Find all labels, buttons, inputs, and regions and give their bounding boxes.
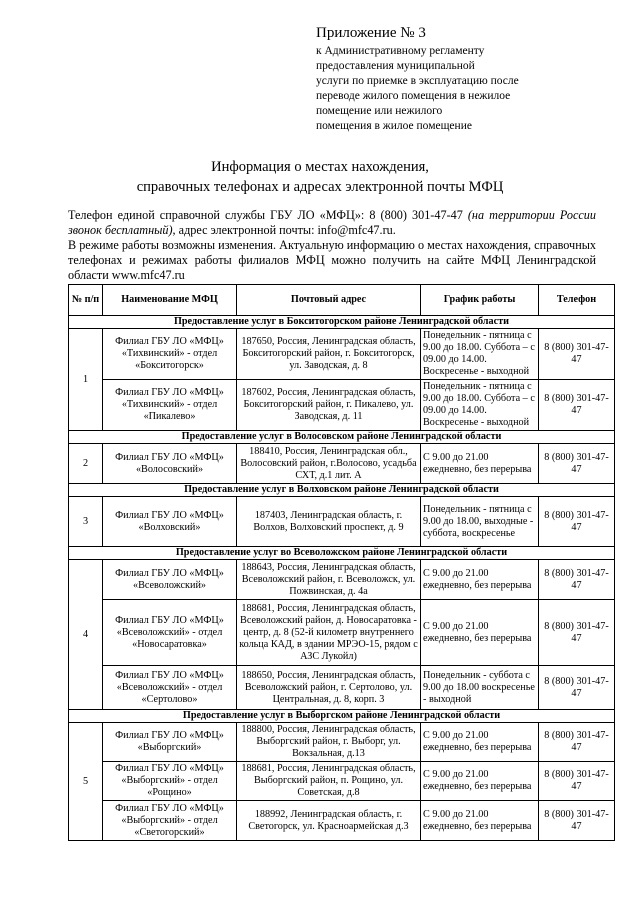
office-name: Филиал ГБУ ЛО «МФЦ» «Волосовский»	[103, 444, 237, 484]
office-name: Филиал ГБУ ЛО «МФЦ» «Выборгский» - отдел «Рощино»	[103, 762, 237, 801]
table-row	[69, 380, 615, 431]
appendix-line: к Административному регламенту	[316, 45, 485, 57]
phone-number: 8 (800) 301-47-47	[539, 444, 615, 484]
header-num: № п/п	[69, 285, 103, 316]
intro-changes-paragraph: В режиме работы возможны изменения. Актуальную информацию о местах нахождения, справочных телефонах и режимах работы филиалов МФЦ можно получить на сайте МФЦ Ленинградской области www.mfc47.ru	[68, 238, 596, 282]
work-schedule: С 9.00 до 21.00 ежедневно, без перерыва	[421, 762, 539, 801]
postal-address: 187650, Россия, Ленинградская область, Бокситогорский район, г. Бокситогорск, ул. Заводская, д. 8	[237, 329, 421, 380]
appendix-line: переводе жилого помещения в нежилое	[316, 90, 511, 102]
work-schedule: Понедельник - пятница с 9.00 до 18.00. Суббота – с 09.00 до 14.00. Воскресенье - выходной	[421, 329, 539, 380]
office-name: Филиал ГБУ ЛО «МФЦ» «Выборгский»	[103, 723, 237, 762]
phone-number: 8 (800) 301-47-47	[539, 560, 615, 600]
intro-block	[68, 208, 596, 283]
appendix-line: помещение или нежилого	[316, 105, 443, 117]
postal-address: 188410, Россия, Ленинградская обл., Волосовский район, г.Волосово, усадьба СХТ, д.1 лит. А	[237, 444, 421, 484]
office-name: Филиал ГБУ ЛО «МФЦ» «Волховский»	[103, 497, 237, 547]
postal-address: 188681, Россия, Ленинградская область, Всеволожский район, д. Новосаратовка - центр, д. 8 (52-й километр внутреннего кольца КАД, в здании МРЭО-15, рядом с АЗС Лукойл)	[237, 600, 421, 666]
postal-address: 188992, Ленинградская область, г. Светогорск, ул. Красноармейская д.3	[237, 801, 421, 841]
office-name: Филиал ГБУ ЛО «МФЦ» «Всеволожский»	[103, 560, 237, 600]
postal-address: 188643, Россия, Ленинградская область, Всеволожский район, г. Всеволожск, ул. Пожвинская, д. 4а	[237, 560, 421, 600]
table-row	[69, 560, 615, 600]
phone-number: 8 (800) 301-47-47	[539, 723, 615, 762]
header-phone: Телефон	[539, 285, 615, 316]
table-row	[69, 801, 615, 841]
section-header-row	[69, 710, 615, 723]
section-title: Предоставление услуг в Бокситогорском районе Ленинградской области	[69, 316, 615, 329]
phone-number: 8 (800) 301-47-47	[539, 380, 615, 431]
heading-line-2: справочных телефонах и адресах электронной почты МФЦ	[136, 179, 504, 195]
phone-number: 8 (800) 301-47-47	[539, 801, 615, 841]
table-row	[69, 497, 615, 547]
appendix-line: услуги по приемке в эксплуатацию после	[316, 75, 519, 87]
header-schedule: График работы	[421, 285, 539, 316]
header-address: Почтовый адрес	[237, 285, 421, 316]
section-header-row	[69, 431, 615, 444]
section-title: Предоставление услуг в Волосовском районе Ленинградской области	[69, 431, 615, 444]
section-title: Предоставление услуг в Выборгском районе Ленинградской области	[69, 710, 615, 723]
office-name: Филиал ГБУ ЛО «МФЦ» «Тихвинский» - отдел «Бокситогорск»	[103, 329, 237, 380]
row-number: 3	[69, 497, 103, 547]
work-schedule: Понедельник - суббота с 9.00 до 18.00 воскресенье - выходной	[421, 666, 539, 710]
postal-address: 187403, Ленинградская область, г. Волхов, Волховский проспект, д. 9	[237, 497, 421, 547]
row-number: 1	[69, 329, 103, 431]
row-number: 2	[69, 444, 103, 484]
work-schedule: Понедельник - пятница с 9.00 до 18.00, выходные - суббота, воскресенье	[421, 497, 539, 547]
intro-email-text: адрес электронной почты: info@mfc47.ru.	[178, 223, 396, 237]
work-schedule: С 9.00 до 21.00 ежедневно, без перерыва	[421, 560, 539, 600]
section-title: Предоставление услуг в Волховском районе Ленинградской области	[69, 484, 615, 497]
section-header-row	[69, 547, 615, 560]
row-number: 4	[69, 560, 103, 710]
postal-address: 188681, Россия, Ленинградская область, Выборгский район, п. Рощино, ул. Советская, д.8	[237, 762, 421, 801]
intro-phone-paragraph	[68, 208, 596, 238]
header-name: Наименование МФЦ	[103, 285, 237, 316]
section-title: Предоставление услуг во Всеволожском районе Ленинградской области	[69, 547, 615, 560]
table-row	[69, 444, 615, 484]
appendix-block	[316, 24, 616, 134]
document-heading	[0, 157, 640, 197]
office-name: Филиал ГБУ ЛО «МФЦ» «Тихвинский» - отдел «Пикалево»	[103, 380, 237, 431]
row-number: 5	[69, 723, 103, 841]
intro-phone-note: (на территории России звонок бесплатный),	[68, 208, 596, 237]
phone-number: 8 (800) 301-47-47	[539, 600, 615, 666]
office-name: Филиал ГБУ ЛО «МФЦ» «Выборгский» - отдел «Светогорский»	[103, 801, 237, 841]
phone-number: 8 (800) 301-47-47	[539, 666, 615, 710]
table-header-row	[69, 285, 615, 316]
phone-number: 8 (800) 301-47-47	[539, 329, 615, 380]
section-header-row	[69, 484, 615, 497]
phone-number: 8 (800) 301-47-47	[539, 762, 615, 801]
table-row	[69, 762, 615, 801]
appendix-title: Приложение № 3	[316, 25, 426, 41]
table-row	[69, 600, 615, 666]
section-header-row	[69, 316, 615, 329]
work-schedule: Понедельник - пятница с 9.00 до 18.00. Суббота – с 09.00 до 14.00. Воскресенье - выходной	[421, 380, 539, 431]
phone-number: 8 (800) 301-47-47	[539, 497, 615, 547]
work-schedule: С 9.00 до 21.00 ежедневно, без перерыва	[421, 444, 539, 484]
work-schedule: С 9.00 до 21.00 ежедневно, без перерыва	[421, 801, 539, 841]
table-row	[69, 723, 615, 762]
office-name: Филиал ГБУ ЛО «МФЦ» «Всеволожский» - отдел «Новосаратовка»	[103, 600, 237, 666]
appendix-line: предоставления муниципальной	[316, 60, 475, 72]
appendix-line: помещения в жилое помещение	[316, 120, 472, 132]
table-body	[69, 316, 615, 841]
postal-address: 187602, Россия, Ленинградская область, Бокситогорский район, г. Пикалево, ул. Заводская, д. 11	[237, 380, 421, 431]
table-row	[69, 666, 615, 710]
office-name: Филиал ГБУ ЛО «МФЦ» «Всеволожский» - отдел «Сертолово»	[103, 666, 237, 710]
work-schedule: С 9.00 до 21.00 ежедневно, без перерыва	[421, 723, 539, 762]
postal-address: 188650, Россия, Ленинградская область, Всеволожский район, г. Сертолово, ул. Центральная, д. 8, корп. 3	[237, 666, 421, 710]
postal-address: 188800, Россия, Ленинградская область, Выборгский район, г. Выборг, ул. Вокзальная, д.13	[237, 723, 421, 762]
table-row	[69, 329, 615, 380]
heading-line-1: Информация о местах нахождения,	[211, 159, 429, 175]
mfc-table	[68, 284, 615, 841]
intro-phone-text: Телефон единой справочной службы ГБУ ЛО «МФЦ»: 8 (800) 301-47-47	[68, 208, 463, 222]
work-schedule: С 9.00 до 21.00 ежедневно, без перерыва	[421, 600, 539, 666]
